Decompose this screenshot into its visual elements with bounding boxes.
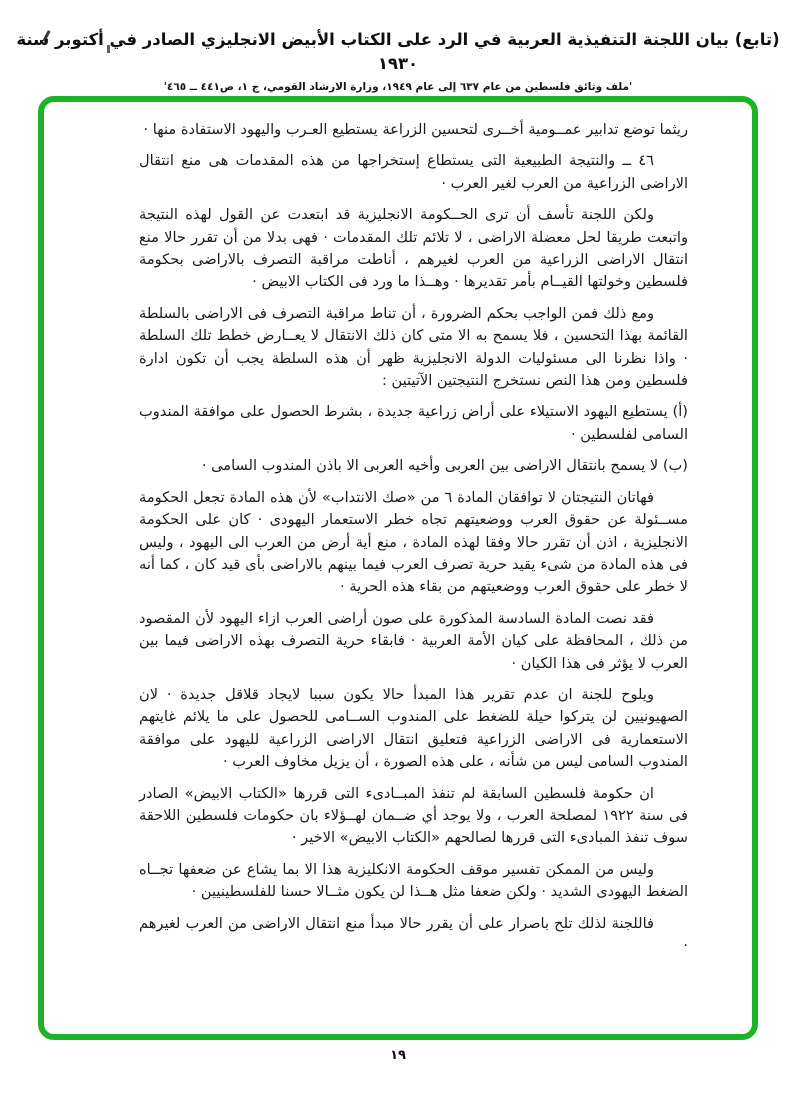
paragraph: فهاتان النتيجتان لا توافقان المادة ٦ من «صك الانتداب» لأن هذه المادة تجعل الحكومة مســئولة عن حقوق العرب ووضعيتهم تجاه خطر الاستعمار اليهودى · كان على الحكومة الانجليزية ، اذن أن تقرر حالا وفقا لهذه المادة ، منع أية أرض من العرب الى اليهود ، وليس فى هذه المادة من شىء يقيد حرية تصرف العرب فيما بينهم بالاراضى بأى قيد كان ، كما أنه لا خطر على حقوق العرب ووضعيتهم من بقاء هذه الحرية · (139, 488, 688, 596)
paragraph: فاللجنة لذلك تلح باصرار على أن يقرر حالا مبدأ منع انتقال الاراضى من العرب لغيرهم · (139, 914, 688, 954)
paragraph: وليس من الممكن تفسير موقف الحكومة الانكليزية هذا الا بما يشاع عن ضعفها تجــاه الضغط اليهودى الشديد · ولكن ضعفا مثل هــذا لن يكون مثــالا حسنا للفلسطينيين · (139, 860, 688, 901)
page-title: (تابع) بيان اللجنة التنفيذية العربية في الرد على الكتاب الأبيض الانجليزي الصادر في أكتوبر سنة ١٩٣٠ (16, 30, 780, 73)
paragraph: ٤٦ ــ والنتيجة الطبيعية التى يستطاع إستخراجها من هذه المقدمات هى منع انتقال الاراضى الزراعية من العرب لغير العرب · (139, 152, 688, 192)
paragraph: فقد نصت المادة السادسة المذكورة على صون أراضى العرب ازاء اليهود لأن المقصود من ذلك ، المحافظة على كيان الأمة العربية · فابقاء حرية التصرف بهذه الاراضى فيما بين العرب لا يؤثر فى هذا الكيان · (139, 609, 688, 672)
page-subtitle: 'ملف وثائق فلسطين من عام ٦٣٧ إلى عام ١٩٤٩، وزارة الارشاد القومي، ج ١، ص٤٤١ ــ ٤٦٥' (163, 81, 633, 93)
paragraph: ريثما توضع تدابير عمــومية أخــرى لتحسين الزراعة يستطيع العـرب واليهود الاستفادة منها · (143, 121, 688, 138)
paragraph: ولكن اللجنة تأسف أن ترى الحــكومة الانجليزية قد ابتعدت عن القول لهذه النتيجة واتبعت طريقا لحل معضلة الاراضى ، لا تلائم تلك المقدمات · فهى بدلا من أن تقرر حالا منع انتقال الاراضى الزراعية من العرب لغيرهم ، أناطت مراقبة التصرف بالاراضى بحكومة فلسطين وخولتها القيــام بأمر تقديرها · وهــذا ما ورد فى الكتاب الابيض · (139, 206, 688, 291)
paragraph: ويلوح للجنة ان عدم تقرير هذا المبدأ حالا يكون سببا لايجاد قلاقل جديدة · لان الصهيونيين لن يتركوا حيلة للضغط على المندوب الســامى للحصول على ما يلائم غايتهم الاستعمارية فى الاراضى الزراعية فتعليق انتقال الاراضى الزراعية لليهود على موافقة المندوب السامى ليس من شأنه ، على هذه الصورة ، أن يزيل مخاوف العرب · (139, 685, 688, 771)
page-number: ١٩ (390, 1048, 406, 1063)
document-body-text (139, 119, 688, 966)
document-header (10, 28, 786, 93)
paragraph: ومع ذلك فمن الواجب بحكم الضرورة ، أن تناط مراقبة التصرف فى الاراضى بالسلطة القائمة بهذا التحسين ، فلا يسمح به الا متى كان ذلك الانتقال لا يعــارض خطط تلك السلطة · واذا نظرنا الى مسئوليات الدولة الانجليزية ظهر أن هذه السلطة يجب أن تكون ادارة فلسطين ومن هذا النص نستخرج النتيجتين الآتيتين : (139, 304, 688, 390)
paragraph-item-b: (ب) لا يسمح بانتقال الاراضى بين العربى وأخيه العربى الا باذن المندوب السامى · (201, 457, 688, 475)
paragraph-item-a: (أ) يستطيع اليهود الاستيلاء على أراض زراعية جديدة ، بشرط الحصول على موافقة المندوب السامى لفلسطين · (139, 403, 688, 443)
paragraph: ان حكومة فلسطين السابقة لم تنفذ المبــادىء التى قررها «الكتاب الابيض» الصادر فى سنة ١٩٢٢ لمصلحة العرب ، ولا يوجد أي ضــمان لهــؤلاء بان حكومات فلسطين اللاحقة سوف تنفذ المبادىء التى قررها لصالحهم «الكتاب الابيض» الاخير · (139, 784, 688, 847)
